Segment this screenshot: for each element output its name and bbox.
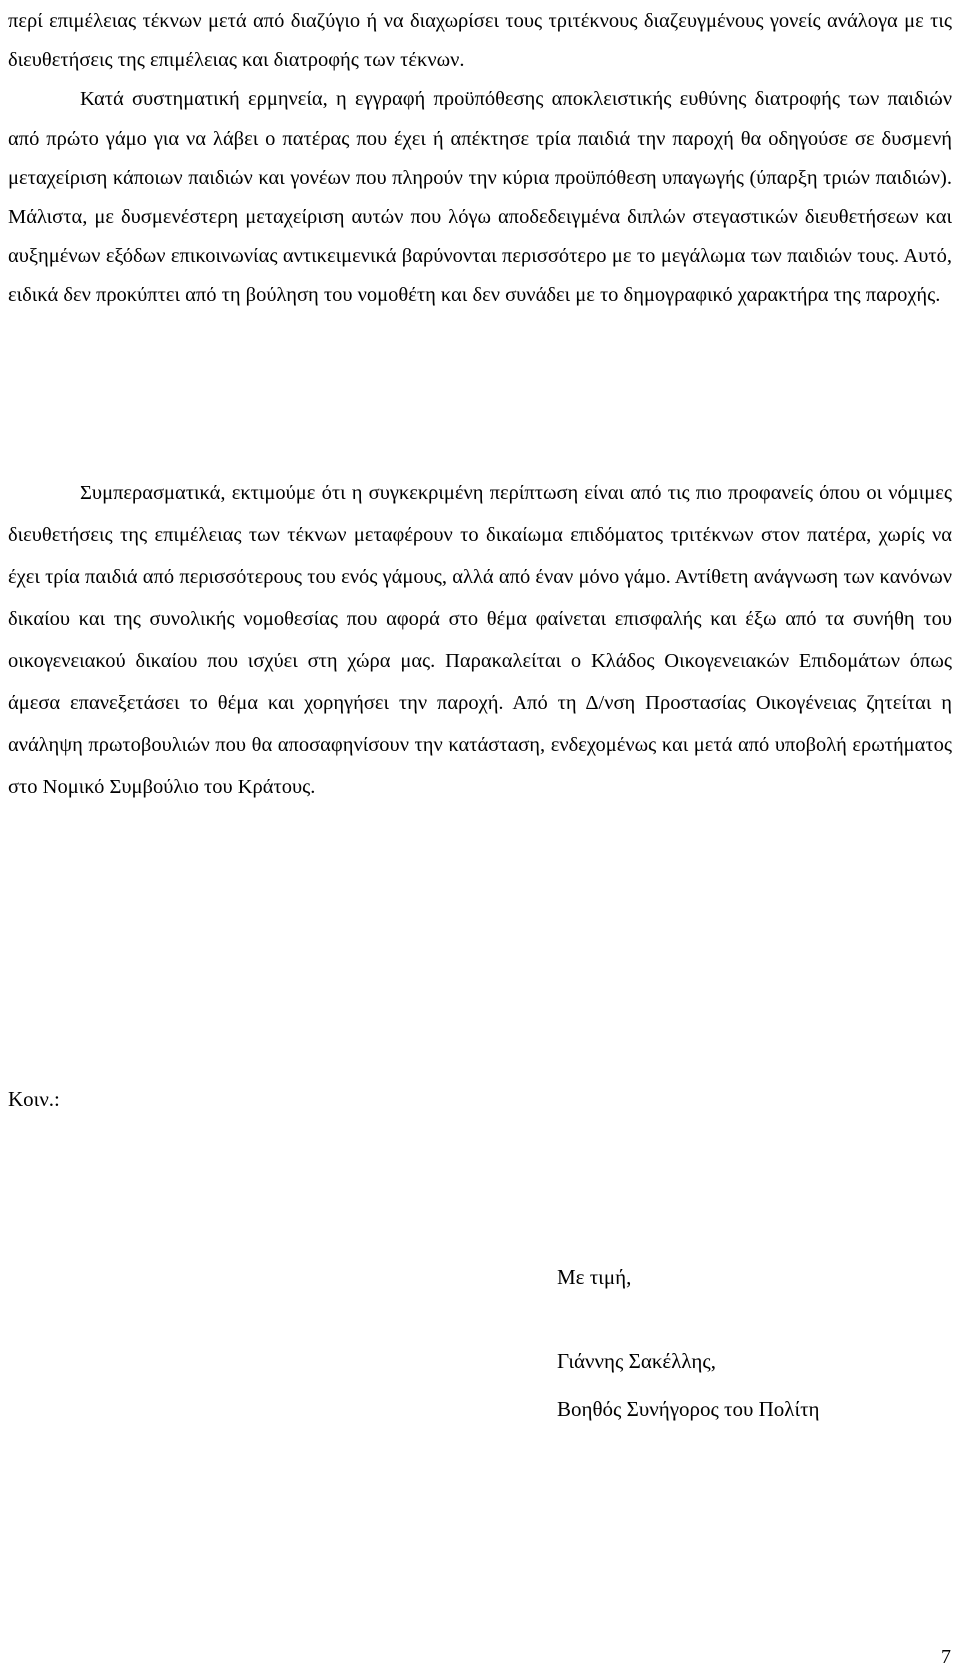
paragraph-body: Κατά συστηματική ερμηνεία, η εγγραφή προϋπόθεσης αποκλειστικής ευθύνης διατροφής των παιδιών από πρώτο γάμο για να λάβει ο πατέρας που έχει ή απέκτησε τρία παιδιά την παροχή θα οδηγούσε σε δυσμενή μεταχείριση κάποιων παιδιών και γονέων που πληρούν την κύρια προϋπόθεση υπαγωγής (ύπαρξη τριών παιδιών). Μάλιστα, με δυσμενέστερη μεταχείριση αυτών που λόγω αποδεδειγμένα διπλών στεγαστικών διευθετήσεων και αυξημένων εξόδων επικοινωνίας αντικειμενικά βαρύνονται περισσότερο με το μεγάλωμα των παιδιών τους. Αυτό, ειδικά δεν προκύπτει από τη βούληση του νομοθέτη και δεν συνάδει με το δημογραφικό χαρακτήρα της παροχής. xyxy=(8,88,952,307)
signature-name: Γιάννης Σακέλλης, xyxy=(557,1349,716,1373)
paragraph-conclusion xyxy=(8,472,952,808)
signature-block xyxy=(557,1262,820,1424)
paragraph-continuation: περί επιμέλειας τέκνων μετά από διαζύγιο ή να διαχωρίσει τους τριτέκνους διαζευγμένους γονείς ανάλογα με τις διευθετήσεις της επιμέλειας και διατροφής των τέκνων. xyxy=(8,10,952,72)
page-number: 7 xyxy=(941,1646,951,1668)
paragraph-equal-treatment xyxy=(8,2,952,316)
koin-label: Κοιν.: xyxy=(8,1087,60,1111)
signature-title: Βοηθός Συνήγορος του Πολίτη xyxy=(557,1397,820,1421)
signature-closing: Με τιμή, xyxy=(557,1265,632,1289)
paragraph-conclusion-text: Συμπερασματικά, εκτιμούμε ότι η συγκεκριμένη περίπτωση είναι από τις πιο προφανείς όπου οι νόμιμες διευθετήσεις της επιμέλειας των τέκνων μεταφέρουν το δικαίωμα επιδόματος τριτέκνων στον πατέρα, χωρίς να έχει τρία παιδιά από περισσότερους του ενός γάμους, αλλά από έναν μόνο γάμο. Αντίθετη ανάγνωση των κανόνων δικαίου και της συνολικής νομοθεσίας που αφορά στο θέμα φαίνεται επισφαλής και έξω από τα συνήθη του οικογενειακού δικαίου που ισχύει στη χώρα μας. Παρακαλείται ο Κλάδος Οικογενειακών Επιδομάτων όπως άμεσα επανεξετάσει το θέμα και χορηγήσει την παροχή. Από τη Δ/νση Προστασίας Οικογένειας ζητείται η ανάληψη πρωτοβουλιών που θα αποσαφηνίσουν την κατάσταση, ενδεχομένως και μετά από υποβολή ερωτήματος στο Νομικό Συμβούλιο του Κράτους. xyxy=(8,482,952,798)
